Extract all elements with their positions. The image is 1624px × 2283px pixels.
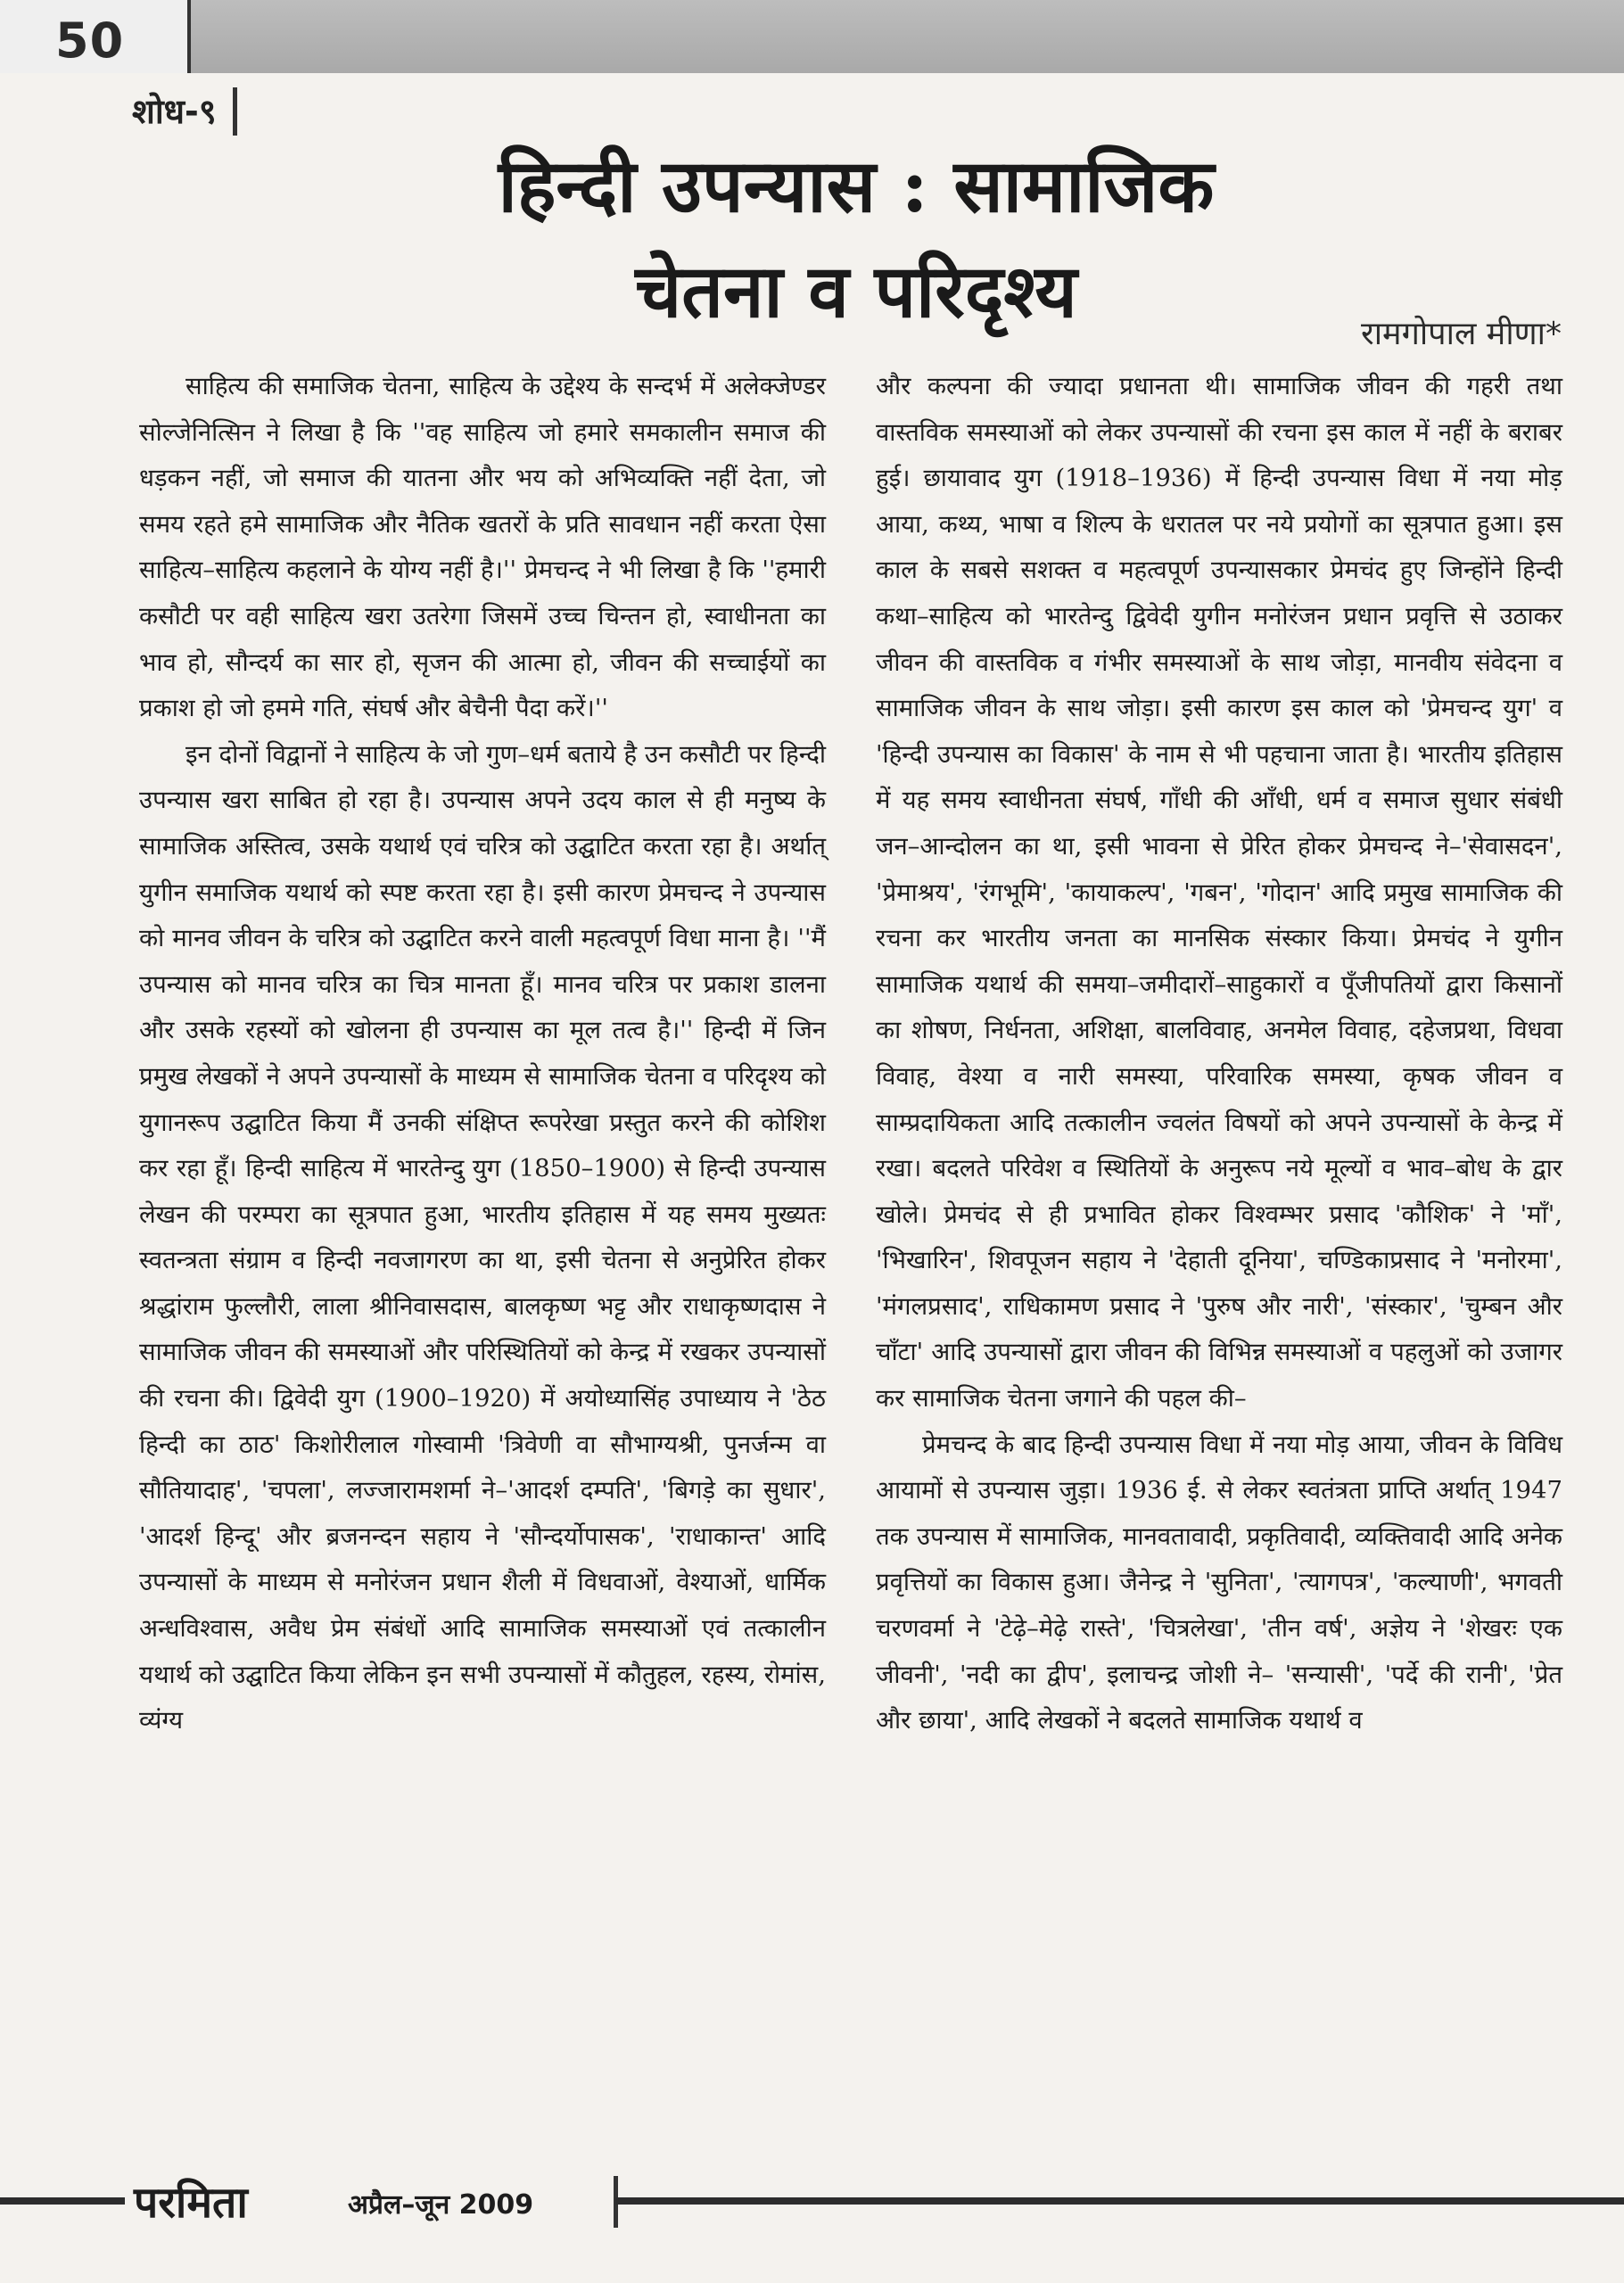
paragraph: साहित्य की समाजिक चेतना, साहित्य के उद्देश्य के सन्दर्भ में अलेक्जेण्डर सोल्जेनित्सिन ने लिखा है कि ''वह साहित्य जो हमारे समकालीन समाज की धड़कन नहीं, जो समाज की यातना और भय को अभिव्यक्ति नहीं देता, जो समय रहते हमे सामाजिक और नैतिक खतरों के प्रति सावधान नहीं करता ऐसा साहित्य–साहित्य कहलाने के योग्य नहीं है।'' प्रेमचन्द ने भी लिखा है कि ''हमारी कसौटी पर वही साहित्य खरा उतरेगा जिसमें उच्च चिन्तन हो, स्वाधीनता का भाव हो, सौन्दर्य का सार हो, सृजन की आत्मा हो, जीवन की सच्चाईयों का प्रकाश हो जो हममे गति, संघर्ष और बेचैनी पैदा करें।'' <box>139 372 826 723</box>
right-column <box>876 364 1562 1744</box>
paragraph: और कल्पना की ज्यादा प्रधानता थी। सामाजिक जीवन की गहरी तथा वास्तविक समस्याओं को लेकर उपन्यासों की रचना इस काल में नहीं के बराबर हुई। छायावाद युग (1918–1936) में हिन्दी उपन्यास विधा में नया मोड़ आया, कथ्य, भाषा व शिल्प के धरातल पर नये प्रयोगों का सूत्रपात हुआ। इस काल के सबसे सशक्त व महत्वपूर्ण उपन्यासकार प्रेमचंद हुए जिन्होंने हिन्दी कथा–साहित्य को भारतेन्दु द्विवेदी युगीन मनोरंजन प्रधान प्रवृत्ति से उठाकर जीवन की वास्तविक व गंभीर समस्याओं के साथ जोड़ा, मानवीय संवेदना व सामाजिक जीवन के साथ जोड़ा। इसी कारण इस काल को 'प्रेमचन्द युग' व 'हिन्दी उपन्यास का विकास' के नाम से भी पहचाना जाता है। भारतीय इतिहास में यह समय स्वाधीनता संघर्ष, गाँधी की आँधी, धर्म व समाज सुधार संबंधी जन–आन्दोलन का था, इसी भावना से प्रेरित होकर प्रेमचन्द ने–'सेवासदन', 'प्रेमाश्रय', 'रंगभूमि', 'कायाकल्प', 'गबन', 'गोदान' आदि प्रमुख सामाजिक की रचना कर भारतीय जनता का मानसिक संस्कार किया। प्रेमचंद ने युगीन सामाजिक यथार्थ की समया–जमीदारों–साहुकारों व पूँजीपतियों द्वारा किसानों का शोषण, निर्धनता, अशिक्षा, बालविवाह, अनमेल विवाह, दहेजप्रथा, विधवा विवाह, वेश्या व नारी समस्या, परिवारिक समस्या, कृषक जीवन व साम्प्रदायिकता आदि तत्कालीन ज्वलंत विषयों को अपने उपन्यासों के केन्द्र में रखा। बदलते परिवेश व स्थितियों के अनुरूप नये मूल्यों व भाव–बोध के द्वार खोले। प्रेमचंद से ही प्रभावित होकर विश्वम्भर प्रसाद 'कौशिक' ने 'माँ', 'भिखारिन', शिवपूजन सहाय ने 'देहाती दूनिया', चण्डिकाप्रसाद ने 'मनोरमा', 'मंगलप्रसाद', राधिकामण प्रसाद ने 'पुरुष और नारी', 'संस्कार', 'चुम्बन और चाँटा' आदि उपन्यासों द्वारा जीवन की विभिन्न समस्याओं व पहलुओं को उजागर कर सामाजिक चेतना जगाने की पहल की– <box>876 372 1562 1413</box>
journal-name: परमिता <box>134 2178 248 2228</box>
footer <box>0 2172 1624 2237</box>
title-line-1: हिन्दी उपन्यास : सामाजिक <box>498 144 1215 229</box>
author-name: रामगोपाल मीणा* <box>1361 316 1562 352</box>
paragraph: प्रेमचन्द के बाद हिन्दी उपन्यास विधा में नया मोड़ आया, जीवन के विविध आयामों से उपन्यास जुड़ा। 1936 ई. से लेकर स्वतंत्रता प्राप्ति अर्थात् 1947 तक उपन्यास में सामाजिक, मानवतावादी, प्रकृतिवादी, व्यक्तिवादी आदि अनेक प्रवृत्तियों का विकास हुआ। जैनेन्द्र ने 'सुनिता', 'त्यागपत्र', 'कल्याणी', भगवती चरणवर्मा ने 'टेढ़े–मेढ़े रास्ते', 'चित्रलेखा', 'तीन वर्ष', अज्ञेय ने 'शेखरः एक जीवनी', 'नदी का द्वीप', इलाचन्द्र जोशी ने– 'सन्यासी', 'पर्दे की रानी', 'प्रेत और छाया', आदि लेखकों ने बदलते सामाजिक यथार्थ व <box>876 1430 1562 1735</box>
section-tag: शोध-९ <box>132 87 237 136</box>
left-column <box>139 364 826 1744</box>
article-title <box>321 134 1391 344</box>
footer-rule-right <box>615 2197 1624 2205</box>
issue-date: अप्रैल–जून 2009 <box>348 2189 534 2221</box>
title-line-2: चेतना व परिदृश्य <box>635 249 1077 334</box>
footer-rule-left <box>0 2197 125 2205</box>
page-number: 50 <box>55 12 125 69</box>
page-number-box <box>0 0 191 73</box>
top-bar <box>0 0 1624 73</box>
paragraph: इन दोनों विद्वानों ने साहित्य के जो गुण–धर्म बताये है उन कसौटी पर हिन्दी उपन्यास खरा साबित हो रहा है। उपन्यास अपने उदय काल से ही मनुष्य के सामाजिक अस्तित्व, उसके यथार्थ एवं चरित्र को उद्घाटित करता रहा है। अर्थात् युगीन समाजिक यथार्थ को स्पष्ट करता रहा है। इसी कारण प्रेमचन्द ने उपन्यास को मानव जीवन के चरित्र को उद्घाटित करने वाली महत्वपूर्ण विधा माना है। ''मैं उपन्यास को मानव चरित्र का चित्र मानता हूँ। मानव चरित्र पर प्रकाश डालना और उसके रहस्यों को खोलना ही उपन्यास का मूल तत्व है।'' हिन्दी में जिन प्रमुख लेखकों ने अपने उपन्यासों के माध्यम से सामाजिक चेतना व परिदृश्य को युगानरूप उद्घाटित किया मैं उनकी संक्षिप्त रूपरेखा प्रस्तुत करने की कोशिश कर रहा हूँ। हिन्दी साहित्य में भारतेन्दु युग (1850–1900) से हिन्दी उपन्यास लेखन की परम्परा का सूत्रपात हुआ, भारतीय इतिहास में यह समय मुख्यतः स्वतन्त्रता संग्राम व हिन्दी नवजागरण का था, इसी चेतना से अनुप्रेरित होकर श्रद्धांराम फुल्लौरी, लाला श्रीनिवासदास, बालकृष्ण भट्ट और राधाकृष्णदास ने सामाजिक जीवन की समस्याओं और परिस्थितियों को केन्द्र में रखकर उपन्यासों की रचना की। द्विवेदी युग (1900–1920) में अयोध्यासिंह उपाध्याय ने 'ठेठ हिन्दी का ठाठ' किशोरीलाल गोस्वामी 'त्रिवेणी वा सौभाग्यश्री, पुनर्जन्म वा सौतियादाह', 'चपला', लज्जारामशर्मा ने–'आदर्श दम्पति', 'बिगड़े का सुधार', 'आदर्श हिन्दू' और ब्रजनन्दन सहाय ने 'सौन्दर्योपासक', 'राधाकान्त' आदि उपन्यासों के माध्यम से मनोरंजन प्रधान शैली में विधवाओं, वेश्याओं, धार्मिक अन्धविश्वास, अवैध प्रेम संबंधों आदि सामाजिक समस्याओं एवं तत्कालीन यथार्थ को उद्घाटित किया लेकिन इन सभी उपन्यासों में कौतुहल, रहस्य, रोमांस, व्यंग्य <box>139 739 827 1735</box>
